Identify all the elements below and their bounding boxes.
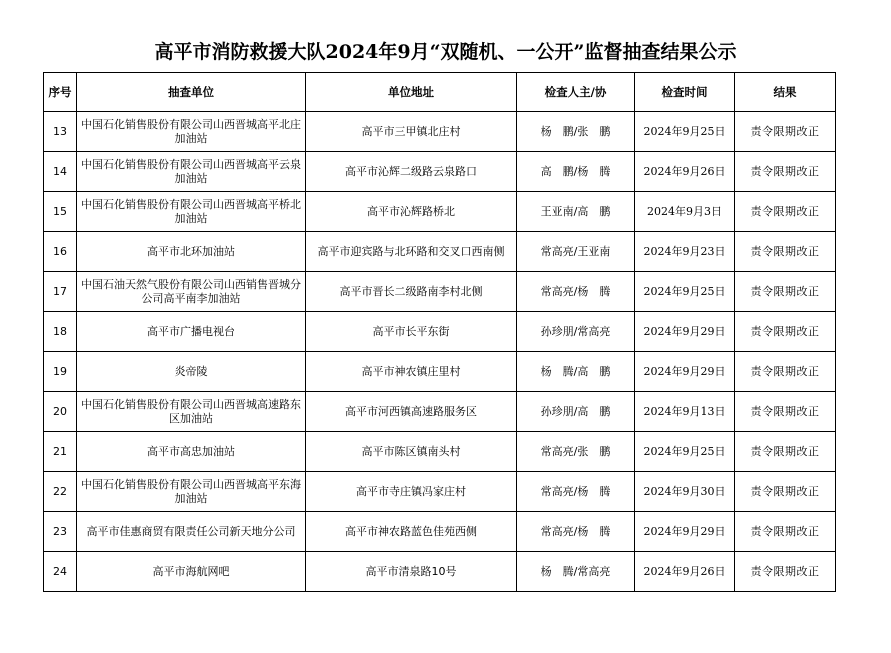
cell-unit: 高平市北环加油站	[77, 232, 306, 272]
cell-result: 责令限期改正	[735, 112, 836, 152]
header-date: 检查时间	[635, 73, 735, 112]
header-address: 单位地址	[306, 73, 517, 112]
cell-address: 高平市晋长二级路南李村北侧	[306, 272, 517, 312]
cell-no: 21	[44, 432, 77, 472]
document-title: 高平市消防救援大队2024年9月“双随机、一公开”监督抽查结果公示	[154, 41, 737, 63]
header-result: 结果	[735, 73, 836, 112]
table-row	[44, 192, 836, 232]
cell-no: 15	[44, 192, 77, 232]
cell-result: 责令限期改正	[735, 392, 836, 432]
cell-unit: 中国石化销售股份有限公司山西晋城高平北庄加油站	[77, 112, 306, 152]
cell-result: 责令限期改正	[735, 152, 836, 192]
cell-inspectors: 王亚南/高 鹏	[517, 192, 635, 232]
cell-result: 责令限期改正	[735, 232, 836, 272]
cell-inspectors: 常高亮/张 鹏	[517, 432, 635, 472]
cell-inspectors: 杨 鹏/张 鹏	[517, 112, 635, 152]
header-inspectors: 检查人主/协	[517, 73, 635, 112]
header-unit: 抽查单位	[77, 73, 306, 112]
table-header-row	[44, 73, 836, 112]
table-row	[44, 432, 836, 472]
cell-inspectors: 高 鹏/杨 腾	[517, 152, 635, 192]
table-row	[44, 152, 836, 192]
table-row	[44, 232, 836, 272]
cell-date: 2024年9月23日	[635, 232, 735, 272]
table-row	[44, 312, 836, 352]
table-row	[44, 352, 836, 392]
cell-address: 高平市寺庄镇冯家庄村	[306, 472, 517, 512]
cell-inspectors: 杨 腾/常高亮	[517, 552, 635, 592]
cell-address: 高平市三甲镇北庄村	[306, 112, 517, 152]
inspection-results-table	[43, 72, 836, 592]
cell-date: 2024年9月25日	[635, 112, 735, 152]
cell-no: 17	[44, 272, 77, 312]
cell-date: 2024年9月25日	[635, 272, 735, 312]
cell-result: 责令限期改正	[735, 192, 836, 232]
cell-result: 责令限期改正	[735, 512, 836, 552]
cell-address: 高平市神农镇庄里村	[306, 352, 517, 392]
cell-address: 高平市沁辉二级路云泉路口	[306, 152, 517, 192]
cell-no: 19	[44, 352, 77, 392]
cell-address: 高平市陈区镇南头村	[306, 432, 517, 472]
cell-unit: 高平市高忠加油站	[77, 432, 306, 472]
cell-unit: 中国石油天然气股份有限公司山西销售晋城分公司高平南李加油站	[77, 272, 306, 312]
cell-address: 高平市迎宾路与北环路和交叉口西南侧	[306, 232, 517, 272]
cell-date: 2024年9月13日	[635, 392, 735, 432]
cell-unit: 高平市佳惠商贸有限责任公司新天地分公司	[77, 512, 306, 552]
cell-result: 责令限期改正	[735, 472, 836, 512]
cell-unit: 中国石化销售股份有限公司山西晋城高平东海加油站	[77, 472, 306, 512]
cell-date: 2024年9月29日	[635, 352, 735, 392]
cell-no: 24	[44, 552, 77, 592]
cell-result: 责令限期改正	[735, 432, 836, 472]
cell-no: 18	[44, 312, 77, 352]
cell-no: 23	[44, 512, 77, 552]
cell-address: 高平市长平东街	[306, 312, 517, 352]
cell-inspectors: 杨 腾/高 鹏	[517, 352, 635, 392]
cell-unit: 中国石化销售股份有限公司山西晋城高速路东区加油站	[77, 392, 306, 432]
cell-date: 2024年9月25日	[635, 432, 735, 472]
cell-unit: 中国石化销售股份有限公司山西晋城高平桥北加油站	[77, 192, 306, 232]
table-row	[44, 272, 836, 312]
cell-date: 2024年9月26日	[635, 152, 735, 192]
cell-result: 责令限期改正	[735, 272, 836, 312]
cell-no: 16	[44, 232, 77, 272]
table-row	[44, 112, 836, 152]
cell-no: 20	[44, 392, 77, 432]
cell-inspectors: 孙珍朋/高 鹏	[517, 392, 635, 432]
cell-date: 2024年9月30日	[635, 472, 735, 512]
cell-inspectors: 孙珍朋/常高亮	[517, 312, 635, 352]
cell-date: 2024年9月3日	[635, 192, 735, 232]
table-row	[44, 512, 836, 552]
cell-no: 22	[44, 472, 77, 512]
cell-address: 高平市清泉路10号	[306, 552, 517, 592]
header-no: 序号	[44, 73, 77, 112]
cell-no: 14	[44, 152, 77, 192]
cell-date: 2024年9月26日	[635, 552, 735, 592]
cell-address: 高平市河西镇高速路服务区	[306, 392, 517, 432]
table-row	[44, 472, 836, 512]
cell-unit: 炎帝陵	[77, 352, 306, 392]
cell-date: 2024年9月29日	[635, 312, 735, 352]
cell-result: 责令限期改正	[735, 312, 836, 352]
cell-unit: 高平市海航网吧	[77, 552, 306, 592]
cell-address: 高平市沁辉路桥北	[306, 192, 517, 232]
cell-unit: 中国石化销售股份有限公司山西晋城高平云泉加油站	[77, 152, 306, 192]
cell-inspectors: 常高亮/王亚南	[517, 232, 635, 272]
table-row	[44, 392, 836, 432]
cell-no: 13	[44, 112, 77, 152]
cell-inspectors: 常高亮/杨 腾	[517, 512, 635, 552]
table-row	[44, 552, 836, 592]
cell-address: 高平市神农路蓝色佳苑西侧	[306, 512, 517, 552]
cell-inspectors: 常高亮/杨 腾	[517, 272, 635, 312]
cell-inspectors: 常高亮/杨 腾	[517, 472, 635, 512]
cell-unit: 高平市广播电视台	[77, 312, 306, 352]
cell-result: 责令限期改正	[735, 352, 836, 392]
cell-result: 责令限期改正	[735, 552, 836, 592]
cell-date: 2024年9月29日	[635, 512, 735, 552]
